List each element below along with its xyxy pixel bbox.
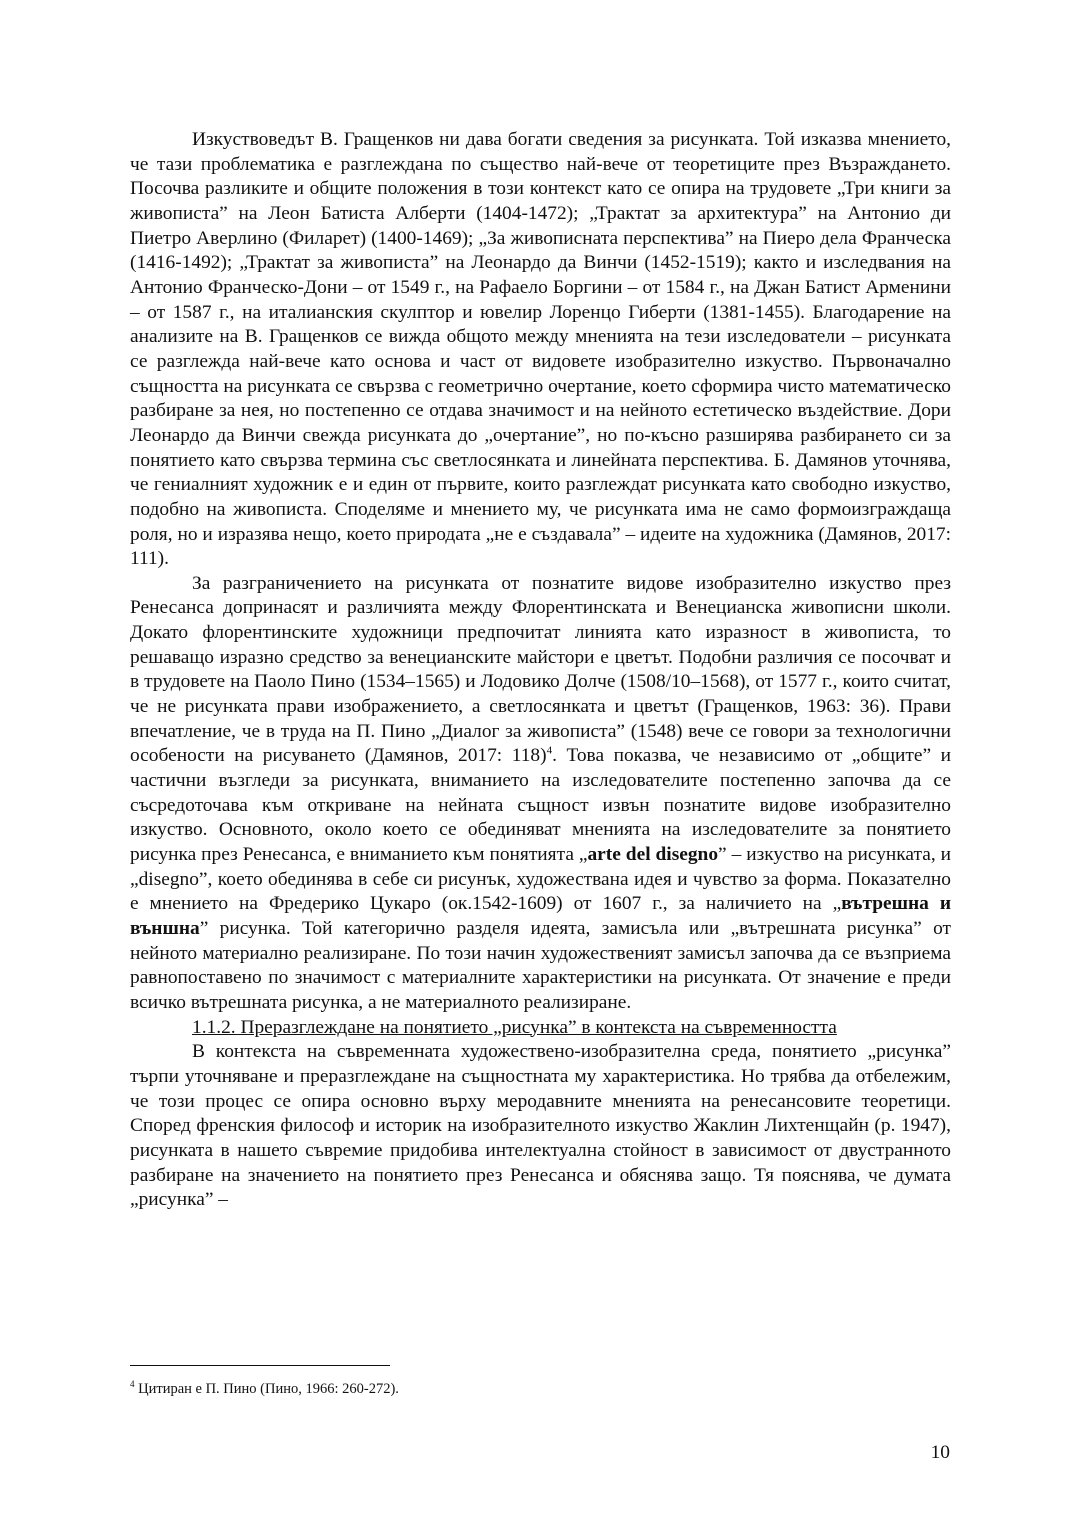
text-run: ” рисунка. Той категорично разделя идеята, замисъла или „вътрешната рисунка” от нейното материално реализиране. По този начин художественият замисъл започва да се възприема равнопоставено по значимост с материалните характеристики на рисунката. От значение е преди всичко вътрешната рисунка, а не материалното реализиране. xyxy=(130,918,951,1013)
text-run: За разграничението на рисунката от познатите видове изобразително изкуство през Ренесанса допринасят и различията между Флорентинската и Венецианска живописни школи. Докато флорентинските художници предпочитат линията като изразност в живописта, то решаващо изразно средство за венецианските майстори е цветът. Подобни различия се посочват и в трудовете на Паоло Пино (1534–1565) и Лодовико Долче (1508/10–1568), от 1577 г., които считат, че не рисунката прави изображението, а светлосянката и цветът (Гращенков, 1963: 36). Прави впечатление, че в труда на П. Пино „Диалог за живописта” (1548) вече се говори за технологични особености на рисуването (Дамянов, 2017: 118) xyxy=(130,572,951,767)
footnote-marker: 4 xyxy=(130,1379,135,1390)
footnote-ref: 4 xyxy=(546,744,553,757)
text-run: ” – изкуство на рисунката, и „disegno”, което обединява в себе си рисунък, художествана идея и чувство за форма. Показателно е мнението на Фредерико Цукаро (ок.1542-1609) от 1607 г., за наличието на „ xyxy=(130,844,951,915)
section-heading xyxy=(130,1016,951,1041)
footnote xyxy=(130,1380,399,1398)
paragraph-1 xyxy=(130,128,951,572)
page-number: 10 xyxy=(930,1442,950,1463)
text-run: Изкуствоведът В. Гращенков ни дава богати сведения за рисунката. Той изказва мнението, че тази проблематика е разглеждана по същество най-вече от теоретиците през Възраждането. Посочва разликите и общите положения в този контекст като се опира на трудовете „Три книги за живописта” на Леон Батиста Алберти (1404-1472); „Трактат за архитектура” на Антонио ди Пиетро Аверлино (Филарет) (1400-1469); „За живописната перспектива” на Пиеро дела Франческа (1416-1492); „Трактат за живописта” на Леонардо да Винчи (1452-1519); както и изследвания на Антонио Франческо-Дони – от 1549 г., на Рафаело Боргини – от 1584 г., на Джан Батист Арменини – от 1587 г., на италианския скулптор и ювелир Лоренцо Гиберти (1381-1455). Благодарение на анализите на В. Гращенков се вижда общото между мненията на тези изследователи – рисунката се разглежда най-вече като основа и част от видовете изобразително изкуство. Първоначално същността на рисунката се свързва с геометрично очертание, което сформира чисто математическо разбиране за нея, но постепенно се отдава значимост и на нейното естетическо въздействие. Дори Леонардо да Винчи свежда рисунката до „очертание”, но по-късно разширява разбирането си за понятието като свързва термина със светлосянката и линейната перспектива. Б. Дамянов уточнява, че гениалният художник е и един от първите, които разглеждат рисунката като свободно изкуство, подобно на живописта. Споделяме и мнението му, че рисунката има не само формоизграждаща роля, но и изразява нещо, което природата „не е създавала” – идеите на художника (Дамянов, 2017: 111). xyxy=(130,129,951,570)
footnote-separator xyxy=(130,1365,390,1366)
paragraph-3: В контекста на съвременната художествено-изобразителна среда, понятието „рисунка” търпи уточняване и преразглеждане на същностната му характеристика. Но трябва да отбележим, че този процес се опира основно върху меродавните мненията на ренесансовите теоретици. Според френския философ и историк на изобразителното изкуство Жаклин Лихтенщайн (р. 1947), рисунката в нашето съвремие придобива интелектуална стойност в зависимост от двустранното разбиране на значението на понятието през Ренесанса и обяснява защо. Тя пояснява, че думата „рисунка” – xyxy=(130,1041,951,1211)
section-heading-text: 1.1.2. Преразглеждане на понятието „рисунка” в контекста на съвременността xyxy=(192,1016,837,1038)
text-run: . Това показва, че независимо от „общите” и частични възгледи за рисунката, вниманието на изследователите постепенно започва да се съсредоточава към откриване на нейната същност извън познатите видове изобразително изкуство. Основното, около което се обединяват мненията на изследователите за понятието рисунка през Ренесанса, е вниманието към понятията „ xyxy=(130,745,951,866)
document-body xyxy=(130,128,951,1213)
paragraph-2 xyxy=(130,572,951,1016)
bold-term: вътрешна и външна xyxy=(130,893,951,939)
bold-term: arte del disegno xyxy=(587,844,719,866)
footnote-text: Цитиран е П. Пино (Пино, 1966: 260-272). xyxy=(134,1381,399,1397)
